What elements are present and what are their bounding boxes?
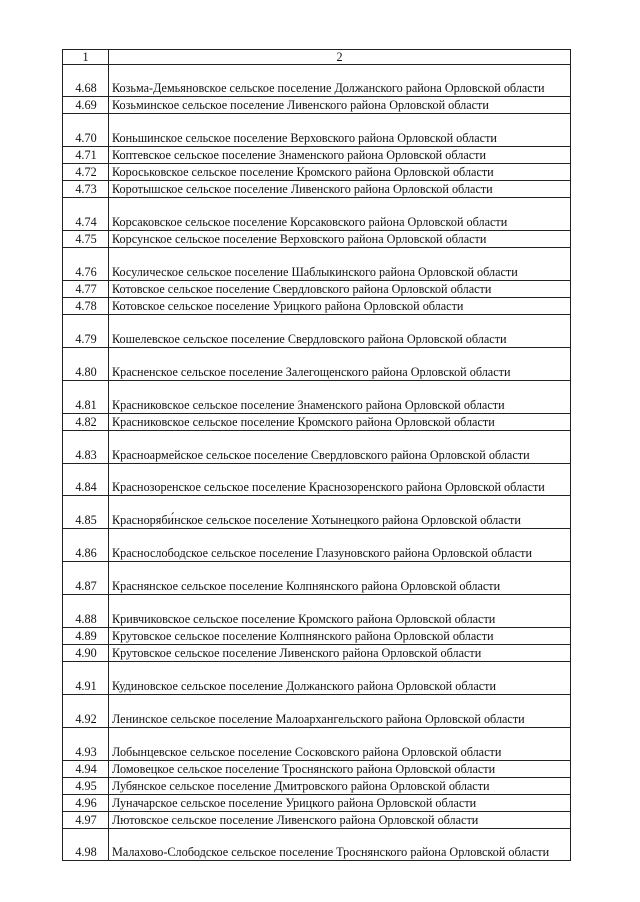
table-row	[63, 431, 571, 464]
settlement-name: Красноармейское сельское поселение Свердловского района Орловской области	[109, 431, 571, 464]
header-col-2: 2	[109, 50, 571, 65]
table-row	[63, 381, 571, 414]
settlement-name: Коптевское сельское поселение Знаменского района Орловской области	[109, 147, 571, 164]
row-number: 4.84	[63, 464, 109, 496]
row-number: 4.78	[63, 298, 109, 315]
row-number: 4.96	[63, 795, 109, 812]
row-number: 4.94	[63, 761, 109, 778]
row-number: 4.97	[63, 812, 109, 829]
settlement-name: Лубянское сельское поселение Дмитровского района Орловской области	[109, 778, 571, 795]
settlement-name: Коротышское сельское поселение Ливенского района Орловской области	[109, 181, 571, 198]
table-row	[63, 628, 571, 645]
table-row	[63, 315, 571, 348]
table-row	[63, 65, 571, 97]
row-number: 4.76	[63, 248, 109, 281]
settlement-name: Кривчиковское сельское поселение Кромского района Орловской области	[109, 595, 571, 628]
row-number: 4.87	[63, 562, 109, 595]
table-row	[63, 164, 571, 181]
settlement-name: Кошелевское сельское поселение Свердловского района Орловской области	[109, 315, 571, 348]
table-row	[63, 181, 571, 198]
row-number: 4.68	[63, 65, 109, 97]
row-number: 4.82	[63, 414, 109, 431]
row-number: 4.83	[63, 431, 109, 464]
row-number: 4.80	[63, 348, 109, 381]
table-row	[63, 414, 571, 431]
row-number: 4.81	[63, 381, 109, 414]
settlement-name: Козьма-Демьяновское сельское поселение Должанского района Орловской области	[109, 65, 571, 97]
row-number: 4.85	[63, 496, 109, 529]
settlement-name: Котовское сельское поселение Урицкого района Орловской области	[109, 298, 571, 315]
settlement-name: Коньшинское сельское поселение Верховского района Орловской области	[109, 114, 571, 147]
row-number: 4.92	[63, 695, 109, 728]
row-number: 4.98	[63, 829, 109, 861]
table-row	[63, 464, 571, 496]
table-row	[63, 595, 571, 628]
settlement-name: Кудиновское сельское поселение Должанского района Орловской области	[109, 662, 571, 695]
settlement-name: Луначарское сельское поселение Урицкого района Орловской области	[109, 795, 571, 812]
row-number: 4.93	[63, 728, 109, 761]
row-number: 4.75	[63, 231, 109, 248]
settlement-name: Краснозоренское сельское поселение Краснозоренского района Орловской области	[109, 464, 571, 496]
row-number: 4.79	[63, 315, 109, 348]
table-row	[63, 281, 571, 298]
table-header-row	[63, 50, 571, 65]
table-row	[63, 348, 571, 381]
row-number: 4.90	[63, 645, 109, 662]
table-row	[63, 562, 571, 595]
row-number: 4.73	[63, 181, 109, 198]
settlement-name: Косулическое сельское поселение Шаблыкинского района Орловской области	[109, 248, 571, 281]
table-row	[63, 97, 571, 114]
row-number: 4.69	[63, 97, 109, 114]
table-body	[63, 50, 571, 861]
table-row	[63, 795, 571, 812]
table-row	[63, 198, 571, 231]
settlement-name: Крутовское сельское поселение Ливенского района Орловской области	[109, 645, 571, 662]
settlement-name: Крутовское сельское поселение Колпнянского района Орловской области	[109, 628, 571, 645]
row-number: 4.88	[63, 595, 109, 628]
settlement-name: Лобынцевское сельское поселение Сосковского района Орловской области	[109, 728, 571, 761]
table-row	[63, 829, 571, 861]
row-number: 4.71	[63, 147, 109, 164]
row-number: 4.91	[63, 662, 109, 695]
row-number: 4.86	[63, 529, 109, 562]
table-row	[63, 778, 571, 795]
settlement-name: Котовское сельское поселение Свердловского района Орловской области	[109, 281, 571, 298]
settlement-name: Красниковское сельское поселение Кромского района Орловской области	[109, 414, 571, 431]
header-col-1: 1	[63, 50, 109, 65]
row-number: 4.70	[63, 114, 109, 147]
settlements-table	[62, 49, 571, 861]
settlement-name: Красненское сельское поселение Залегощенского района Орловской области	[109, 348, 571, 381]
settlement-name: Краснослободское сельское поселение Глазуновского района Орловской области	[109, 529, 571, 562]
row-number: 4.89	[63, 628, 109, 645]
table-row	[63, 761, 571, 778]
settlement-name: Ленинское сельское поселение Малоархангельского района Орловской области	[109, 695, 571, 728]
table-row	[63, 114, 571, 147]
table-row	[63, 812, 571, 829]
table-row	[63, 728, 571, 761]
table-row	[63, 529, 571, 562]
row-number: 4.95	[63, 778, 109, 795]
row-number: 4.72	[63, 164, 109, 181]
table-row	[63, 496, 571, 529]
table-row	[63, 147, 571, 164]
table-row	[63, 645, 571, 662]
settlement-name: Красниковское сельское поселение Знаменского района Орловской области	[109, 381, 571, 414]
table-row	[63, 695, 571, 728]
settlement-name: Лютовское сельское поселение Ливенского района Орловской области	[109, 812, 571, 829]
settlement-name: Красноряби́нское сельское поселение Хотынецкого района Орловской области	[109, 496, 571, 529]
settlement-name: Козьминское сельское поселение Ливенского района Орловской области	[109, 97, 571, 114]
table-row	[63, 231, 571, 248]
settlement-name: Корсунское сельское поселение Верховского района Орловской области	[109, 231, 571, 248]
settlement-name: Ломовецкое сельское поселение Троснянского района Орловской области	[109, 761, 571, 778]
settlement-name: Короськовское сельское поселение Кромского района Орловской области	[109, 164, 571, 181]
table-row	[63, 298, 571, 315]
settlement-name: Малахово-Слободское сельское поселение Троснянского района Орловской области	[109, 829, 571, 861]
settlement-name: Корсаковское сельское поселение Корсаковского района Орловской области	[109, 198, 571, 231]
settlement-name: Краснянское сельское поселение Колпнянского района Орловской области	[109, 562, 571, 595]
row-number: 4.74	[63, 198, 109, 231]
row-number: 4.77	[63, 281, 109, 298]
table-row	[63, 248, 571, 281]
table-row	[63, 662, 571, 695]
